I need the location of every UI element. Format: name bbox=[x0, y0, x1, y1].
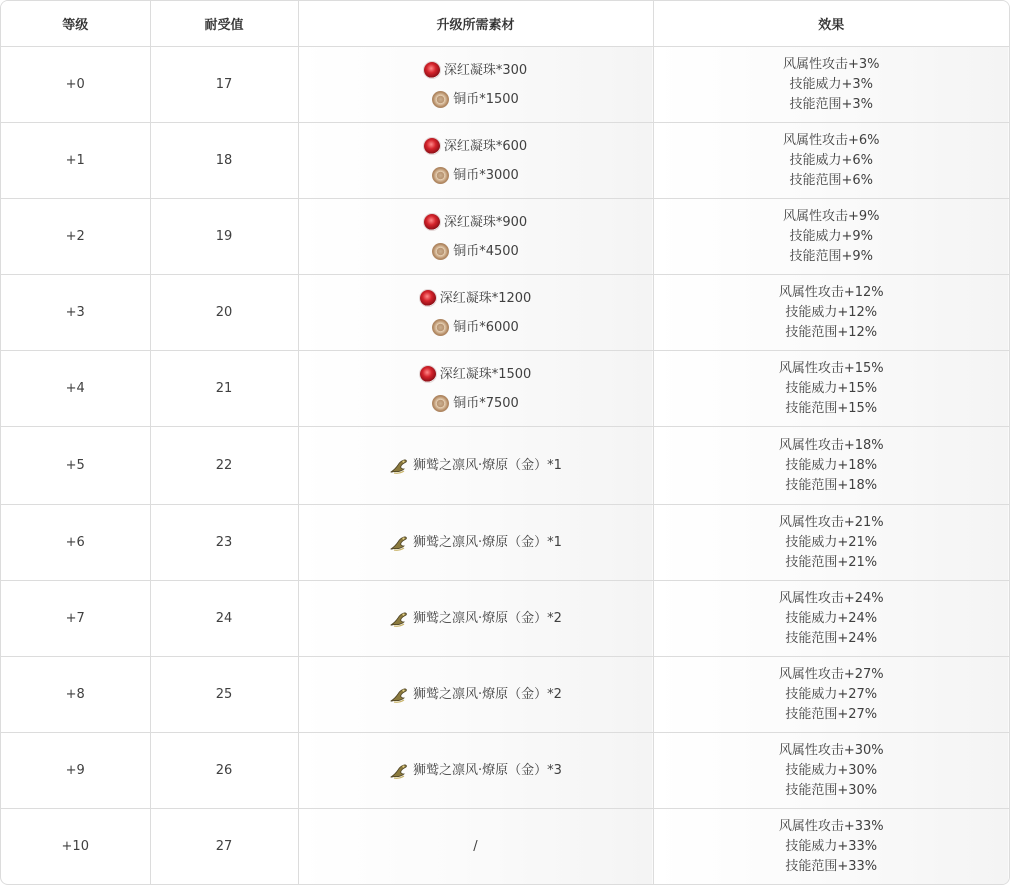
material-item bbox=[299, 389, 653, 418]
table-row bbox=[1, 47, 1009, 123]
crimson-bead-icon bbox=[424, 138, 440, 154]
material-text: 深红凝珠*1200 bbox=[439, 290, 532, 306]
table-row bbox=[1, 123, 1009, 199]
effects-cell bbox=[653, 505, 1009, 581]
effect-line: 技能威力+12% bbox=[785, 304, 878, 320]
material-text: 深红凝珠*1500 bbox=[439, 366, 532, 382]
materials-cell bbox=[298, 351, 653, 427]
effect-line: 风属性攻击+6% bbox=[782, 132, 880, 148]
materials-cell bbox=[298, 505, 653, 581]
material-text: 铜币*7500 bbox=[453, 395, 519, 411]
material-item bbox=[299, 132, 653, 161]
effect-line: 技能范围+12% bbox=[785, 324, 878, 340]
effect-line: 技能威力+9% bbox=[789, 228, 874, 244]
effect-line: 技能范围+18% bbox=[785, 477, 878, 493]
effect-line: 技能威力+15% bbox=[785, 380, 878, 396]
table-row bbox=[1, 275, 1009, 351]
level-cell: +3 bbox=[1, 275, 150, 351]
copper-coin-icon bbox=[432, 91, 449, 108]
header-tolerance: 耐受值 bbox=[150, 1, 298, 47]
effect-line: 技能范围+27% bbox=[785, 706, 878, 722]
table-row bbox=[1, 809, 1009, 885]
materials-cell bbox=[298, 427, 653, 505]
effect-line: 技能范围+6% bbox=[789, 172, 874, 188]
effects-cell bbox=[653, 275, 1009, 351]
effect-line: 风属性攻击+33% bbox=[778, 818, 884, 834]
effect-line: 风属性攻击+15% bbox=[778, 360, 884, 376]
effect-line: 技能范围+33% bbox=[785, 858, 878, 874]
effect-line: 技能威力+21% bbox=[785, 534, 878, 550]
material-text: 狮鹫之凛风·燎原（金）*2 bbox=[413, 611, 562, 626]
materials-cell bbox=[298, 123, 653, 199]
effect-line: 技能范围+21% bbox=[785, 554, 878, 570]
material-item bbox=[299, 528, 653, 557]
material-text: 铜币*4500 bbox=[453, 243, 519, 259]
materials-cell bbox=[298, 657, 653, 733]
copper-coin-icon bbox=[432, 319, 449, 336]
effect-line: 风属性攻击+21% bbox=[778, 514, 884, 530]
effect-line: 风属性攻击+27% bbox=[778, 666, 884, 682]
material-text: / bbox=[473, 839, 478, 854]
tolerance-cell: 21 bbox=[150, 351, 298, 427]
materials-cell bbox=[298, 581, 653, 657]
table-row bbox=[1, 199, 1009, 275]
material-text: 铜币*6000 bbox=[453, 319, 519, 335]
effect-line: 风属性攻击+12% bbox=[778, 284, 884, 300]
material-item bbox=[299, 756, 653, 785]
effects-cell bbox=[653, 733, 1009, 809]
level-cell: +8 bbox=[1, 657, 150, 733]
effect-line: 技能范围+15% bbox=[785, 400, 878, 416]
effect-line: 风属性攻击+30% bbox=[778, 742, 884, 758]
material-text: 深红凝珠*300 bbox=[443, 62, 528, 78]
effect-line: 技能威力+30% bbox=[785, 762, 878, 778]
material-text: 狮鹫之凛风·燎原（金）*1 bbox=[413, 535, 562, 550]
material-item bbox=[299, 604, 653, 633]
crimson-bead-icon bbox=[420, 366, 436, 382]
level-cell: +1 bbox=[1, 123, 150, 199]
effect-line: 技能威力+27% bbox=[785, 686, 878, 702]
table-row bbox=[1, 733, 1009, 809]
level-cell: +0 bbox=[1, 47, 150, 123]
effect-line: 技能威力+18% bbox=[785, 457, 878, 473]
material-text: 狮鹫之凛风·燎原（金）*2 bbox=[413, 687, 562, 702]
effect-line: 技能威力+24% bbox=[785, 610, 878, 626]
material-text: 深红凝珠*600 bbox=[443, 138, 528, 154]
material-item bbox=[299, 451, 653, 480]
material-item bbox=[299, 237, 653, 266]
gear-part-icon bbox=[389, 761, 409, 781]
upgrade-table bbox=[1, 1, 1009, 884]
level-cell: +10 bbox=[1, 809, 150, 885]
material-text: 狮鹫之凛风·燎原（金）*1 bbox=[413, 458, 562, 473]
effects-cell bbox=[653, 123, 1009, 199]
gear-part-icon bbox=[389, 533, 409, 553]
effect-line: 技能威力+3% bbox=[789, 76, 874, 92]
tolerance-cell: 18 bbox=[150, 123, 298, 199]
material-item bbox=[299, 284, 653, 313]
table-row bbox=[1, 427, 1009, 505]
material-text: 铜币*3000 bbox=[453, 167, 519, 183]
header-materials: 升级所需素材 bbox=[298, 1, 653, 47]
level-cell: +2 bbox=[1, 199, 150, 275]
materials-cell bbox=[298, 199, 653, 275]
tolerance-cell: 22 bbox=[150, 427, 298, 505]
material-item bbox=[299, 161, 653, 190]
table-row bbox=[1, 657, 1009, 733]
crimson-bead-icon bbox=[424, 62, 440, 78]
effects-cell bbox=[653, 657, 1009, 733]
effect-line: 风属性攻击+3% bbox=[782, 56, 880, 72]
materials-cell bbox=[298, 733, 653, 809]
effects-cell bbox=[653, 581, 1009, 657]
material-item bbox=[299, 360, 653, 389]
effect-line: 风属性攻击+24% bbox=[778, 590, 884, 606]
material-item bbox=[299, 313, 653, 342]
material-item bbox=[299, 832, 653, 861]
materials-cell bbox=[298, 809, 653, 885]
effect-line: 技能威力+33% bbox=[785, 838, 878, 854]
tolerance-cell: 23 bbox=[150, 505, 298, 581]
tolerance-cell: 26 bbox=[150, 733, 298, 809]
effects-cell bbox=[653, 351, 1009, 427]
crimson-bead-icon bbox=[420, 290, 436, 306]
material-text: 狮鹫之凛风·燎原（金）*3 bbox=[413, 763, 562, 778]
material-item bbox=[299, 85, 653, 114]
crimson-bead-icon bbox=[424, 214, 440, 230]
level-cell: +9 bbox=[1, 733, 150, 809]
table-header-row bbox=[1, 1, 1009, 47]
copper-coin-icon bbox=[432, 167, 449, 184]
tolerance-cell: 25 bbox=[150, 657, 298, 733]
level-cell: +5 bbox=[1, 427, 150, 505]
header-effects: 效果 bbox=[653, 1, 1009, 47]
effects-cell bbox=[653, 47, 1009, 123]
gear-part-icon bbox=[389, 456, 409, 476]
level-cell: +6 bbox=[1, 505, 150, 581]
table-body bbox=[1, 47, 1009, 885]
tolerance-cell: 19 bbox=[150, 199, 298, 275]
material-text: 深红凝珠*900 bbox=[443, 214, 528, 230]
gear-part-icon bbox=[389, 685, 409, 705]
effects-cell bbox=[653, 809, 1009, 885]
materials-cell bbox=[298, 275, 653, 351]
copper-coin-icon bbox=[432, 395, 449, 412]
effects-cell bbox=[653, 427, 1009, 505]
effect-line: 技能范围+9% bbox=[789, 248, 874, 264]
table-row bbox=[1, 505, 1009, 581]
material-item bbox=[299, 680, 653, 709]
effect-line: 风属性攻击+18% bbox=[778, 437, 884, 453]
table-row bbox=[1, 351, 1009, 427]
level-cell: +4 bbox=[1, 351, 150, 427]
header-level: 等级 bbox=[1, 1, 150, 47]
tolerance-cell: 24 bbox=[150, 581, 298, 657]
gear-part-icon bbox=[389, 609, 409, 629]
effect-line: 技能范围+3% bbox=[789, 96, 874, 112]
tolerance-cell: 20 bbox=[150, 275, 298, 351]
material-item bbox=[299, 56, 653, 85]
effect-line: 风属性攻击+9% bbox=[782, 208, 880, 224]
copper-coin-icon bbox=[432, 243, 449, 260]
tolerance-cell: 17 bbox=[150, 47, 298, 123]
effect-line: 技能范围+24% bbox=[785, 630, 878, 646]
tolerance-cell: 27 bbox=[150, 809, 298, 885]
material-item bbox=[299, 208, 653, 237]
material-text: 铜币*1500 bbox=[453, 91, 519, 107]
effect-line: 技能威力+6% bbox=[789, 152, 874, 168]
table-row bbox=[1, 581, 1009, 657]
effects-cell bbox=[653, 199, 1009, 275]
effect-line: 技能范围+30% bbox=[785, 782, 878, 798]
level-cell: +7 bbox=[1, 581, 150, 657]
materials-cell bbox=[298, 47, 653, 123]
